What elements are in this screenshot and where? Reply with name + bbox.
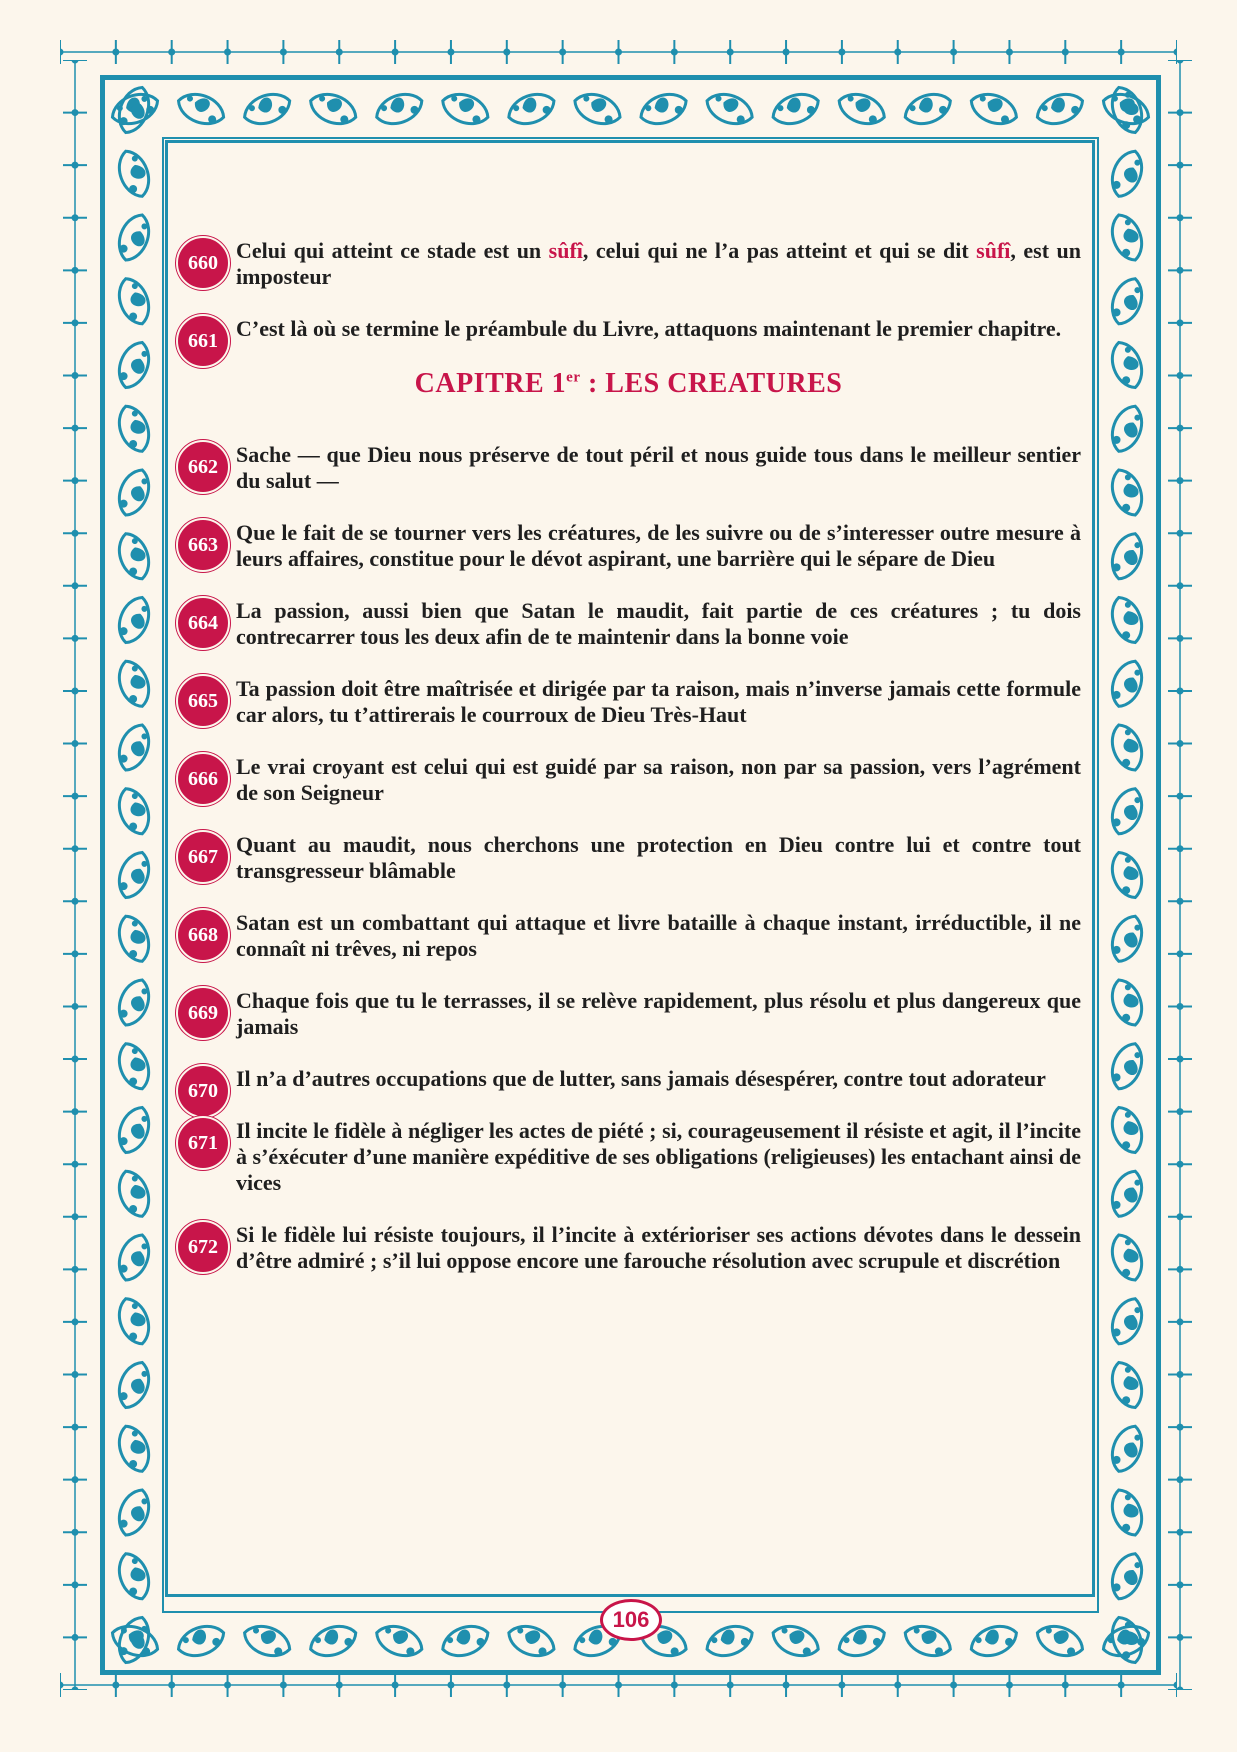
- entry-text: La passion, aussi bien que Satan le maudit, fait partie de ces créatures ; tu dois contrecarrer tous les deux afin de te maintenir dans la bonne voie: [236, 598, 1081, 649]
- entry-number-badge: 662: [176, 440, 230, 494]
- top-tick-border: [60, 32, 1177, 72]
- entry-number-badge: 663: [176, 518, 230, 572]
- entry-number-badge: 667: [176, 830, 230, 884]
- page-number: 106: [600, 1599, 662, 1641]
- entry-text: Satan est un combattant qui attaque et livre bataille à chaque instant, irréductible, il ne connaît ni trêves, ni repos: [236, 910, 1081, 961]
- entry-number-badge: 665: [176, 674, 230, 728]
- entry-number-badge: 670: [176, 1064, 230, 1118]
- entry-number-badge: 664: [176, 596, 230, 650]
- entry-text: Que le fait de se tourner vers les créatures, de les suivre ou de s’interesser outre mesure à leurs affaires, constitue pour le dévot aspirant, une barrière qui le sépare de Dieu: [236, 520, 1081, 571]
- entry-667: [176, 832, 1081, 884]
- entry-number-badge: 660: [176, 236, 230, 290]
- entry-666: [176, 754, 1081, 806]
- entry-text: Quant au maudit, nous cherchons une protection en Dieu contre lui et contre tout transgresseur blâmable: [236, 832, 1081, 883]
- entry-number-badge: 672: [176, 1220, 230, 1274]
- entry-text: Sache — que Dieu nous préserve de tout péril et nous guide tous dans le meilleur sentier du salut —: [236, 442, 1081, 493]
- entry-text: C’est là où se termine le préambule du Livre, attaquons maintenant le premier chapitre.: [236, 316, 1062, 341]
- entry-661: [176, 316, 1081, 352]
- entry-665: [176, 676, 1081, 728]
- entry-662: [176, 442, 1081, 494]
- chapter-title: CAPITRE 1er : LES CREATURES: [414, 368, 843, 399]
- entry-668: [176, 910, 1081, 962]
- entries-list: [176, 442, 1081, 1274]
- right-tick-border: [1160, 60, 1200, 1690]
- entry-663: [176, 520, 1081, 572]
- entry-text: Le vrai croyant est celui qui est guidé par sa raison, non par sa passion, vers l’agrément de son Seigneur: [236, 754, 1081, 805]
- entry-number-badge: 669: [176, 986, 230, 1040]
- sufi-term: sûfî: [976, 238, 1011, 263]
- entry-text: Il incite le fidèle à négliger les actes de piété ; si, courageusement il résiste et agit, il l’incite à s’éxécuter d’une manière expéditive de ses obligations (religieuses) les entachant ainsi de vices: [236, 1118, 1081, 1195]
- entry-671: [176, 1118, 1081, 1196]
- sufi-term: sûfî: [548, 238, 583, 263]
- entry-text: Il n’a d’autres occupations que de lutter, sans jamais désespérer, contre tout adorateur: [236, 1066, 1046, 1091]
- entry-670: [176, 1066, 1081, 1102]
- entry-664: [176, 598, 1081, 650]
- entry-number-badge: 666: [176, 752, 230, 806]
- entry-number-badge: 668: [176, 908, 230, 962]
- entry-number-badge: 661: [176, 314, 230, 368]
- entry-660: [176, 238, 1081, 290]
- entry-number-badge: 671: [176, 1116, 230, 1170]
- entry-text: Si le fidèle lui résiste toujours, il l’incite à extérioriser ses actions dévotes dans le dessein d’être admiré ; s’il lui oppose encore une farouche résolution avec scrupule et discrétion: [236, 1222, 1081, 1273]
- entry-672: [176, 1222, 1081, 1274]
- entry-text: Ta passion doit être maîtrisée et dirigée par ta raison, mais n’inverse jamais cette formule car alors, tu t’attirerais le courroux de Dieu Très-Haut: [236, 676, 1081, 727]
- left-tick-border: [55, 60, 95, 1690]
- entry-669: [176, 988, 1081, 1040]
- page-content: [176, 238, 1081, 1300]
- entry-text: Celui qui atteint ce stade est un sûfî, celui qui ne l’a pas atteint et qui se dit sûfî, est un imposteur: [236, 238, 1081, 289]
- entry-text: Chaque fois que tu le terrasses, il se relève rapidement, plus résolu et plus dangereux que jamais: [236, 988, 1081, 1039]
